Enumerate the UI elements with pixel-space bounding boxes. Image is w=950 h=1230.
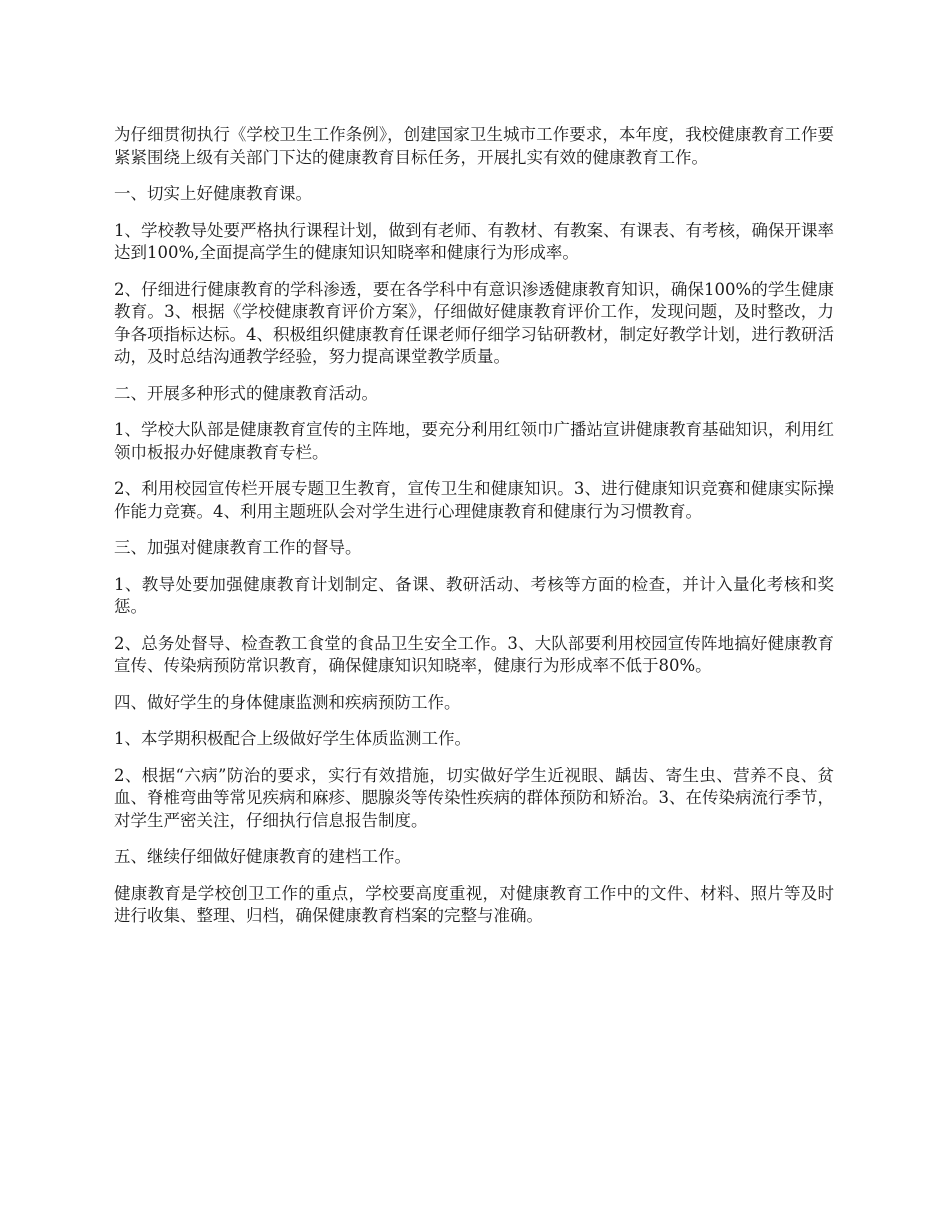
paragraph: 2、仔细进行健康教育的学科渗透，要在各学科中有意识渗透健康教育知识，确保100%的学生健康教育。3、根据《学校健康教育评价方案》，仔细做好健康教育评价工作，发现问题，及时整改，力争各项指标达标。4、积极组织健康教育任课老师仔细学习钻研教材，制定好教学计划，进行教研活动，及时总结沟通教学经验，努力提高课堂教学质量。 — [114, 279, 834, 366]
section-heading-4: 四、做好学生的身体健康监测和疾病预防工作。 — [114, 692, 461, 712]
paragraph: 2、利用校园宣传栏开展专题卫生教育，宣传卫生和健康知识。3、进行健康知识竞赛和健康实际操作能力竞赛。4、利用主题班队会对学生进行心理健康教育和健康行为习惯教育。 — [114, 479, 834, 521]
paragraph: 1、学校大队部是健康教育宣传的主阵地，要充分利用红领巾广播站宣讲健康教育基础知识，利用红领巾板报办好健康教育专栏。 — [114, 420, 834, 462]
section-heading-3: 三、加强对健康教育工作的督导。 — [114, 538, 362, 557]
section-heading-1: 一、切实上好健康教育课。 — [114, 184, 312, 203]
paragraph: 1、本学期积极配合上级做好学生体质监测工作。 — [114, 729, 471, 748]
document-body — [114, 124, 834, 942]
paragraph: 健康教育是学校创卫工作的重点，学校要高度重视，对健康教育工作中的文件、材料、照片等及时进行收集、整理、归档，确保健康教育档案的完整与准确。 — [114, 883, 834, 925]
section-heading-5: 五、继续仔细做好健康教育的建档工作。 — [114, 847, 411, 866]
paragraph: 1、教导处要加强健康教育计划制定、备课、教研活动、考核等方面的检查，并计入量化考核和奖惩。 — [114, 574, 834, 616]
intro-paragraph: 为仔细贯彻执行《学校卫生工作条例》，创建国家卫生城市工作要求，本年度，我校健康教育工作要紧紧围绕上级有关部门下达的健康教育目标任务，开展扎实有效的健康教育工作。 — [114, 125, 834, 167]
paragraph: 2、总务处督导、检查教工食堂的食品卫生安全工作。3、大队部要利用校园宣传阵地搞好健康教育宣传、传染病预防常识教育，确保健康知识知晓率，健康行为形成率不低于80%。 — [114, 633, 834, 675]
paragraph: 2、根据“六病”防治的要求，实行有效措施，切实做好学生近视眼、龋齿、寄生虫、营养不良、贫血、脊椎弯曲等常见疾病和麻疹、腮腺炎等传染性疾病的群体预防和矫治。3、在传染病流行季节，对学生严密关注，仔细执行信息报告制度。 — [114, 765, 834, 830]
paragraph: 1、学校教导处要严格执行课程计划，做到有老师、有教材、有教案、有课表、有考核，确保开课率达到100%,全面提高学生的健康知识知晓率和健康行为形成率。 — [114, 220, 834, 262]
section-heading-2: 二、开展多种形式的健康教育活动。 — [114, 383, 378, 403]
